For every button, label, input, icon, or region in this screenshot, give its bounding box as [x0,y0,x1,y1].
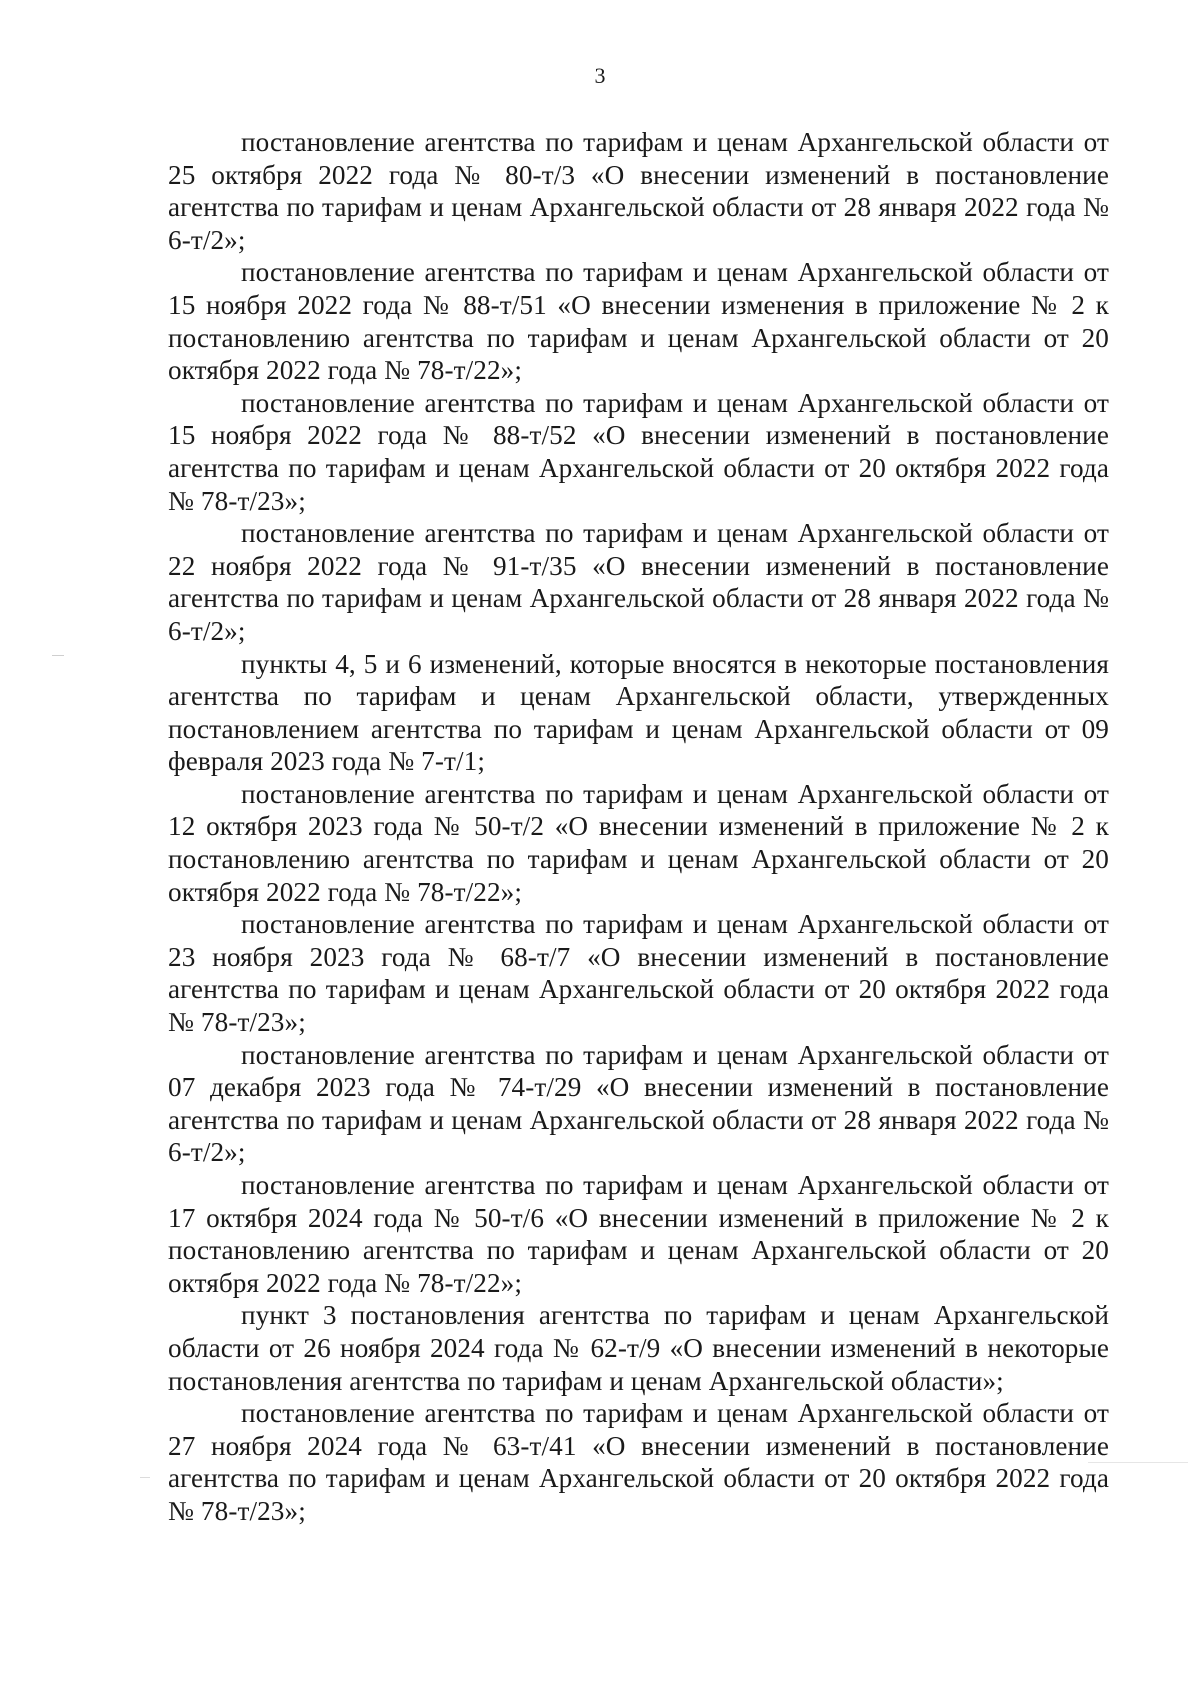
paragraph: постановление агентства по тарифам и ценам Архангельской области от 15 ноября 2022 года № 88-т/51 «О внесении изменения в приложение № 2 к постановлению агентства по тарифам и ценам Архангельской области от 20 октября 2022 года № 78-т/22»; [168,257,1109,386]
paragraph: пункты 4, 5 и 6 изменений, которые вносятся в некоторые постановления агентства по тарифам и ценам Архангельской области, утвержденных постановлением агентства по тарифам и ценам Архангельской области от 09 февраля 2023 года № 7-т/1; [168,648,1109,777]
scan-artifact-line [1088,1462,1188,1463]
page-number: 3 [594,63,606,88]
paragraph: постановление агентства по тарифам и ценам Архангельской области от 27 ноября 2024 года № 63-т/41 «О внесении изменений в постановление агентства по тарифам и ценам Архангельской области от 20 октября 2022 года № 78-т/23»; [168,1398,1109,1526]
document-body [168,126,1109,1528]
paragraph: пункт 3 постановления агентства по тарифам и ценам Архангельской области от 26 ноября 2024 года № 62-т/9 «О внесении изменений в некоторые постановления агентства по тарифам и ценам Архангельской области»; [168,1300,1109,1396]
scan-artifact-mark [140,1477,150,1478]
paragraph: постановление агентства по тарифам и ценам Архангельской области от 17 октября 2024 года № 50-т/6 «О внесении изменений в приложение № 2 к постановлению агентства по тарифам и ценам Архангельской области от 20 октября 2022 года № 78-т/22»; [168,1170,1109,1298]
paragraph: постановление агентства по тарифам и ценам Архангельской области от 23 ноября 2023 года № 68-т/7 «О внесении изменений в постановление агентства по тарифам и ценам Архангельской области от 20 октября 2022 года № 78-т/23»; [168,909,1109,1038]
paragraph: постановление агентства по тарифам и ценам Архангельской области от 15 ноября 2022 года № 88-т/52 «О внесении изменений в постановление агентства по тарифам и ценам Архангельской области от 20 октября 2022 года № 78-т/23»; [168,387,1109,516]
scan-artifact-mark [52,655,64,656]
paragraph: постановление агентства по тарифам и ценам Архангельской области от 25 октября 2022 года № 80-т/3 «О внесении изменений в постановление агентства по тарифам и ценам Архангельской области от 28 января 2022 года № 6-т/2»; [168,127,1109,255]
paragraph: постановление агентства по тарифам и ценам Архангельской области от 07 декабря 2023 года № 74-т/29 «О внесении изменений в постановление агентства по тарифам и ценам Архангельской области от 28 января 2022 года № 6-т/2»; [168,1039,1109,1168]
paragraph: постановление агентства по тарифам и ценам Архангельской области от 12 октября 2023 года № 50-т/2 «О внесении изменений в приложение № 2 к постановлению агентства по тарифам и ценам Архангельской области от 20 октября 2022 года № 78-т/22»; [168,778,1109,907]
paragraph: постановление агентства по тарифам и ценам Архангельской области от 22 ноября 2022 года № 91-т/35 «О внесении изменений в постановление агентства по тарифам и ценам Архангельской области от 28 января 2022 года № 6-т/2»; [168,518,1109,646]
